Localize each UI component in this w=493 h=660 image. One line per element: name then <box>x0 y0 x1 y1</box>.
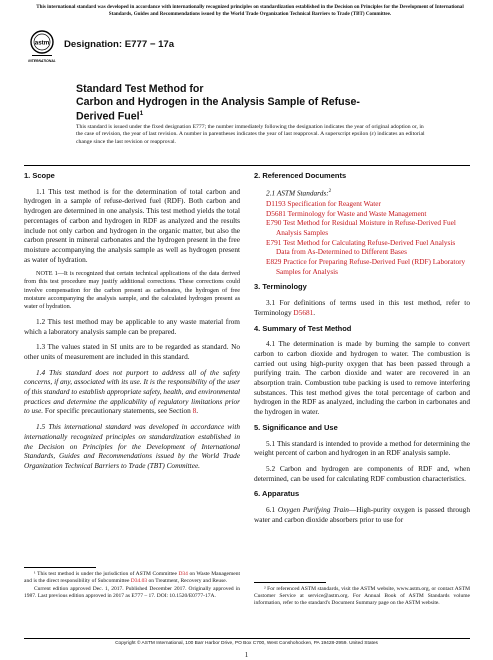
refs-intro-text: 2.1 ASTM Standards: <box>266 188 329 198</box>
svg-text:INTERNATIONAL: INTERNATIONAL <box>28 59 56 63</box>
para-1-1: 1.1 This test method is for the determination of total carbon and hydrogen in a sample of refuse-derived fuel (RDF). Both carbon and hydrogen are determined in one analysis. This test method yields the total percentages of carbon and hydrogen in RDF as analyzed and the results include not only carbon and hydrogen in the organic matter, but also the carbon present in mineral carbonates and the hydrogen present in the free moisture accompanying the analysis sample as well as hydrogen present as water of hydration. <box>24 186 240 264</box>
refs-intro <box>254 187 470 198</box>
scope-heading: 1. Scope <box>24 171 55 180</box>
reference-title[interactable]: Test Method for Residual Moisture in Refuse-Derived Fuel Analysis Samples <box>276 218 456 237</box>
footnote-2 <box>254 586 470 607</box>
copyright-line: Copyright © ASTM International, 100 Barr Harbor Drive, PO Box C700, West Conshohocken, PA 19428-2959. United States <box>115 641 378 646</box>
section-8-link[interactable]: 8 <box>192 406 197 416</box>
footnote-rule <box>24 567 96 568</box>
para-3-1-text: 3.1 For definitions of terms used in this test method, refer to Terminology <box>254 298 470 317</box>
d34-link[interactable]: D34 <box>178 571 188 577</box>
para-6-1-term: Oxygen Purifying Train <box>277 505 349 515</box>
safety-statement: 1.4 This standard does not purport to address all of the safety concerns, if any, associated with its use. It is the responsibility of the user of this standard to establish appropriate safety, health, and environmental practices and determine the applicability of regulatory limitations prior to use. <box>24 367 240 416</box>
title-line-3 <box>76 108 431 123</box>
refs-footnote-mark: 2 <box>328 188 332 194</box>
reference-item[interactable] <box>254 218 470 237</box>
safety-end: . <box>196 406 199 416</box>
note-1: NOTE 1—It is recognized that certain technical applications of the data derived from this test procedure may justify additional corrections. These corrections could involve compensation for the carbon present as carbonates, the hydrogen of free moisture accompanying the analysis sample, and the calculated hydrogen present as water of hydration. <box>24 270 240 310</box>
fn1-text-b: on Waste Management and is the direct responsibility of Subcommittee <box>24 571 240 584</box>
fn1-text-a: ¹ This test method is under the jurisdiction of ASTM Committee <box>34 571 179 577</box>
para-1-5: 1.5 This international standard was developed in accordance with internationally recognized principles on standardization established in the Decision on Principles for the Development of International Standards, Guides and Recommendations issued by the World Trade Organization Technical Barriers to Trade (TBT) Committee. <box>24 422 240 470</box>
terminology-heading: 3. Terminology <box>254 282 307 292</box>
footnote-rule <box>254 582 326 583</box>
reference-list <box>254 199 470 277</box>
para-3-1 <box>254 298 470 317</box>
d34-03-link[interactable]: D34.03 <box>130 577 148 584</box>
title-footnote-mark: 1 <box>139 110 144 117</box>
reference-code[interactable]: E791 <box>266 237 282 247</box>
reference-title[interactable]: Test Method for Calculating Refuse-Derived Fuel Analysis Data from As-Determined to Different Bases <box>276 237 456 257</box>
para-1-3: 1.3 The values stated in SI units are to be regarded as standard. No other units of measurement are included in this standard. <box>24 342 240 361</box>
footnote-1-edition: Current edition approved Dec. 1, 2017. Published December 2017. Originally approved in 1987. Last previous edition approved in 2017 as E777 – 17. DOI: 10.1520/E0777-17A. <box>24 585 240 599</box>
safety-tail: For specific precautionary statements, see Section <box>43 406 193 416</box>
reference-code[interactable]: E829 <box>266 257 282 267</box>
para-6-1-num: 6.1 <box>266 505 278 515</box>
reference-code[interactable]: D5681 <box>266 208 286 218</box>
para-3-1-end: . <box>313 307 316 317</box>
title-line-3-text: Derived Fuel <box>76 110 140 123</box>
fn1-text-c: on Treatment, Recovery and Reuse. <box>147 577 228 584</box>
para-6-1-text: —High-purity oxygen is passed through water and carbon dioxide absorbers prior to use for <box>254 505 470 524</box>
astm-international-logo <box>30 28 54 68</box>
reference-title[interactable]: Practice for Preparing Refuse-Derived Fuel (RDF) Laboratory Samples for Analysis <box>276 257 466 276</box>
designation-note: This standard is issued under the fixed designation E777; the number immediately following the designation indicates the year of original adoption or, in the case of revision, the year of last revision. A number in parentheses indicates the year of last reapproval. A superscript epsilon (ε) indicates an editorial change since the last revision or reapproval. <box>76 124 425 145</box>
svg-text:astm: astm <box>34 39 50 47</box>
reference-item[interactable] <box>254 257 470 276</box>
para-6-1 <box>254 505 470 524</box>
header-rule <box>24 165 470 166</box>
para-1-4 <box>24 368 240 417</box>
para-5-2: 5.2 Carbon and hydrogen are components of RDF and, when determined, can be used for calculating RDF combustion characteristics. <box>254 464 470 483</box>
reference-code[interactable]: D1193 <box>266 198 286 208</box>
reference-code[interactable]: E790 <box>266 218 282 228</box>
summary-heading: 4. Summary of Test Method <box>254 323 352 333</box>
left-column <box>24 171 240 477</box>
right-footnotes <box>254 582 470 608</box>
title-line-1: Standard Test Method for <box>76 83 204 95</box>
document-title <box>76 83 431 123</box>
footnote-1-jurisdiction <box>24 571 240 585</box>
designation: Designation: E777 − 17a <box>64 39 175 50</box>
title-line-2: Carbon and Hydrogen in the Analysis Sample of Refuse- <box>76 95 360 108</box>
page-number: 1 <box>244 651 249 659</box>
significance-heading: 5. Significance and Use <box>254 422 338 432</box>
reference-title[interactable]: Terminology for Waste and Waste Management <box>285 208 427 218</box>
apparatus-heading: 6. Apparatus <box>254 489 300 499</box>
para-4-1: 4.1 The determination is made by burning the sample to convert carbon to carbon dioxide and hydrogen to water. The combustion is carried out using high-purity oxygen that has been passed through a purifying train. The carbon dioxide and water are recovered in an absorption train. Combustion tube packing is used to remove interfering substances. This test method gives the total percentage of carbon and hydrogen in the RDF as analyzed, including the carbon in carbonates and the hydrogen in water. <box>254 339 470 417</box>
left-footnotes <box>24 567 240 601</box>
para-1-2: 1.2 This test method may be applicable to any waste material from which a laboratory analysis sample can be prepared. <box>24 316 240 336</box>
reference-item[interactable] <box>254 238 470 257</box>
reference-title[interactable]: Specification for Reagent Water <box>285 198 381 208</box>
reference-item[interactable] <box>254 199 470 209</box>
para-5-1: 5.1 This standard is intended to provide a method for determining the weight percent of carbon and hydrogen in an RDF analysis sample. <box>254 438 470 458</box>
footer-rule <box>24 638 470 639</box>
reference-item[interactable] <box>254 209 470 219</box>
footnote-1 <box>24 571 240 600</box>
right-column <box>254 171 470 531</box>
referenced-documents-heading: 2. Referenced Documents <box>254 171 347 180</box>
footnote-2-text: ² For referenced ASTM standards, visit the ASTM website, www.astm.org, or contact ASTM Customer Service at service@astm.org. For Annual Book of ASTM Standards volume information, refer to the standard's Document Summary page on the ASTM website. <box>254 586 470 606</box>
tbt-notice: This international standard was developed in accordance with internationally recognized principles on standardization established in the Decision on Principles for the Development of International Standards, Guides and Recommendations issued by the World Trade Organization Technical Barriers to Trade (TBT) Committee. <box>36 4 464 17</box>
d5681-link[interactable]: D5681 <box>293 307 314 317</box>
